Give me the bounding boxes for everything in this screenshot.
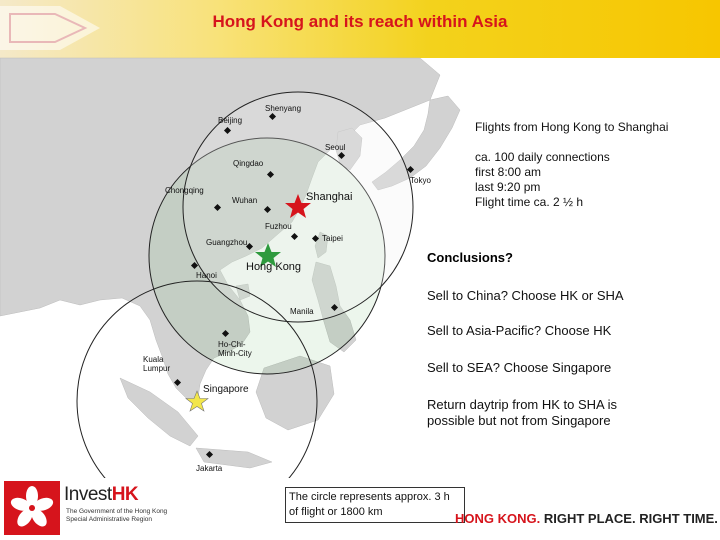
city-label-wuhan: Wuhan xyxy=(232,196,258,205)
flights-line: first 8:00 am xyxy=(475,165,542,179)
city-label-shanghai: Shanghai xyxy=(306,191,353,203)
flights-line: last 9:20 pm xyxy=(475,180,541,194)
gov-line: The Government of the Hong Kong xyxy=(66,508,168,515)
footer xyxy=(0,478,720,540)
gov-line: Special Administrative Region xyxy=(66,516,152,523)
city-label-shenyang: Shenyang xyxy=(265,104,302,113)
city-label-tokyo: Tokyo xyxy=(410,176,431,185)
city-label-chongqing: Chongqing xyxy=(165,186,204,195)
bauhinia-emblem-icon xyxy=(4,481,64,537)
city-label-jakarta: Jakarta xyxy=(196,464,223,473)
city-label-qingdao: Qingdao xyxy=(233,159,264,168)
city-label-hcmc: Ho-Chi-Minh-City xyxy=(218,340,252,358)
city-label-hong-kong: Hong Kong xyxy=(246,261,302,273)
conclusion-item: Sell to Asia-Pacific? Choose HK xyxy=(427,323,612,338)
city-label-hanoi: Hanoi xyxy=(196,271,217,280)
conclusion-item: Return daytrip from HK to SHA is possible but not from Singapore xyxy=(427,397,618,428)
page-title: Hong Kong and its reach within Asia xyxy=(212,12,508,31)
flights-line: Flight time ca. 2 ½ h xyxy=(475,195,584,209)
city-label-beijing: Beijing xyxy=(218,116,243,125)
flights-details xyxy=(475,150,610,210)
city-label-seoul: Seoul xyxy=(325,143,346,152)
gov-caption xyxy=(66,508,167,524)
city-label-guangzhou: Guangzhou xyxy=(206,238,248,247)
slogan xyxy=(455,511,718,526)
slogan-red: HONG KONG. xyxy=(455,511,541,526)
conclusion-item: Sell to SEA? Choose Singapore xyxy=(427,360,612,375)
city-label-manila: Manila xyxy=(290,307,314,316)
logo-prefix: Invest xyxy=(64,484,112,505)
logo-suffix: HK xyxy=(111,484,139,505)
city-label-singapore: Singapore xyxy=(203,384,249,395)
circle-note-box: The circle represents approx. 3 h of flight or 1800 km xyxy=(285,487,465,523)
flights-heading: Flights from Hong Kong to Shanghai xyxy=(475,120,669,134)
slogan-dark: RIGHT PLACE. RIGHT TIME. xyxy=(543,511,718,526)
city-label-fuzhou: Fuzhou xyxy=(265,222,292,231)
conclusion-item: Sell to China? Choose HK or SHA xyxy=(427,288,624,303)
conclusions-heading: Conclusions? xyxy=(427,250,513,265)
city-label-kuala-lumpur: Kuala Lumpur xyxy=(143,355,171,373)
flights-line: ca. 100 daily connections xyxy=(475,150,610,164)
investhk-logo xyxy=(64,484,138,506)
city-label-taipei: Taipei xyxy=(322,234,343,243)
